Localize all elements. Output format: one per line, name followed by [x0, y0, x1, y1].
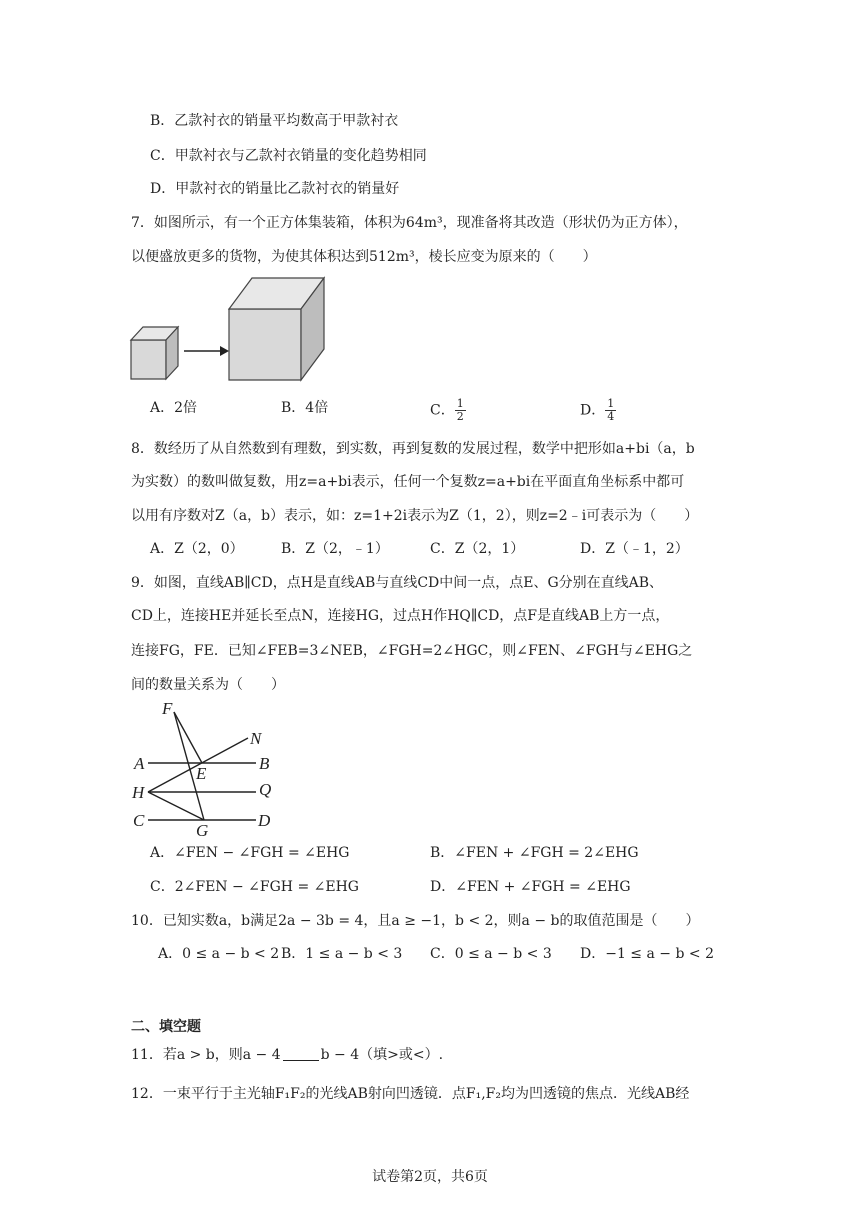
small-cube-front — [131, 340, 166, 379]
q9-option-c: C．2∠FEN − ∠FGH = ∠EHG — [150, 879, 359, 895]
label-e: E — [196, 764, 207, 783]
label-g: G — [196, 821, 209, 838]
q9-stem-line2: CD上，连接HE并延长至点N，连接HG，过点H作HQ∥CD，点F是直线AB上方一点， — [131, 608, 670, 624]
line-hg — [148, 792, 204, 820]
page-footer: 试卷第2页，共6页 — [372, 1169, 488, 1185]
q7-option-d-fraction — [605, 398, 616, 423]
q7-option-b: B．4倍 — [281, 400, 329, 416]
q8-stem-line2: 为实数）的数叫做复数，用z=a+bi表示，任何一个复数z=a+bi在平面直角坐标系中都可 — [131, 474, 685, 490]
q9-geometry-figure — [128, 698, 288, 838]
q7-cube-figure — [128, 276, 328, 382]
q8-option-c: C．Z（2，1） — [430, 541, 525, 557]
q8-stem-line3: 以用有序数对Z（a，b）表示，如：z=1+2i表示为Z（1，2），则z=2﹣i可表示为（ ） — [131, 508, 699, 524]
q7-stem-line2: 以便盛放更多的货物，为使其体积达到512m³，棱长应变为原来的（ ） — [131, 249, 597, 265]
q10-option-a: A．0 ≤ a − b < 2 — [158, 946, 280, 962]
q8-option-d: D．Z（﹣1，2） — [580, 541, 689, 557]
q7-option-a: A．2倍 — [150, 400, 198, 416]
fraction-numerator: 1 — [456, 397, 464, 410]
q8-option-a: A．Z（2，0） — [150, 541, 244, 557]
q9-stem-line4: 间的数量关系为（ ） — [131, 677, 285, 693]
label-n: N — [250, 729, 262, 748]
q7-option-c — [430, 398, 466, 423]
label-h: H — [132, 783, 145, 802]
q10-option-c: C．0 ≤ a − b < 3 — [430, 946, 552, 962]
fraction-numerator: 1 — [607, 397, 615, 410]
q12-stem-line1: 12．一束平行于主光轴F₁F₂的光线AB射向凹透镜．点F₁,F₂均为凹透镜的焦点．光线AB经 — [131, 1086, 690, 1102]
arrow-head — [220, 346, 229, 356]
q8-option-b: B．Z（2，﹣1） — [281, 541, 389, 557]
q7-stem-line1: 7．如图所示，有一个正方体集装箱，体积为64m³，现准备将其改造（形状仍为正方体）， — [131, 215, 688, 231]
fraction-denominator: 4 — [607, 410, 615, 423]
big-cube-front — [229, 309, 301, 380]
q10-option-d: D．−1 ≤ a − b < 2 — [580, 946, 714, 962]
q6-option-b: B．乙款衬衣的销量平均数高于甲款衬衣 — [150, 113, 399, 129]
label-f: F — [162, 699, 173, 718]
label-c: C — [133, 811, 145, 830]
q11-answer-blank[interactable] — [283, 1046, 319, 1061]
q8-stem-line1: 8．数经历了从自然数到有理数，到实数，再到复数的发展过程，数学中把形如a+bi（a，b — [131, 441, 695, 457]
fraction-denominator: 2 — [456, 410, 464, 423]
label-d: D — [258, 811, 271, 830]
q9-stem-line1: 9．如图，直线AB∥CD，点H是直线AB与直线CD中间一点，点E、G分别在直线AB、 — [131, 575, 664, 591]
q6-option-c: C．甲款衬衣与乙款衬衣销量的变化趋势相同 — [150, 148, 427, 164]
q7-option-c-label: C． — [430, 402, 455, 419]
q11-stem — [131, 1045, 443, 1065]
section-heading-fill-in: 二、填空题 — [131, 1019, 201, 1035]
q7-option-c-fraction — [455, 398, 466, 423]
q9-option-d: D．∠FEN + ∠FGH = ∠EHG — [430, 879, 631, 895]
q10-option-b: B．1 ≤ a − b < 3 — [281, 946, 403, 962]
q9-option-b: B．∠FEN + ∠FGH = 2∠EHG — [430, 845, 639, 861]
q7-option-d-label: D． — [580, 402, 606, 419]
label-q: Q — [259, 780, 272, 799]
q6-option-d: D．甲款衬衣的销量比乙款衬衣的销量好 — [150, 181, 400, 197]
q11-prefix: 11．若a > b，则a − 4 — [131, 1047, 281, 1063]
q9-stem-line3: 连接FG，FE．已知∠FEB=3∠NEB，∠FGH=2∠HGC，则∠FEN、∠FGH与∠EHG之 — [131, 643, 693, 659]
line-fe — [174, 712, 202, 763]
q7-option-d — [580, 398, 616, 423]
q9-option-a: A．∠FEN − ∠FGH = ∠EHG — [150, 845, 350, 861]
label-a: A — [134, 754, 145, 773]
label-b: B — [259, 754, 270, 773]
q11-suffix: b − 4（填>或<）. — [320, 1047, 444, 1063]
q10-stem: 10．已知实数a，b满足2a − 3b = 4，且a ≥ −1，b < 2，则a − b的取值范围是（ ） — [131, 913, 700, 929]
